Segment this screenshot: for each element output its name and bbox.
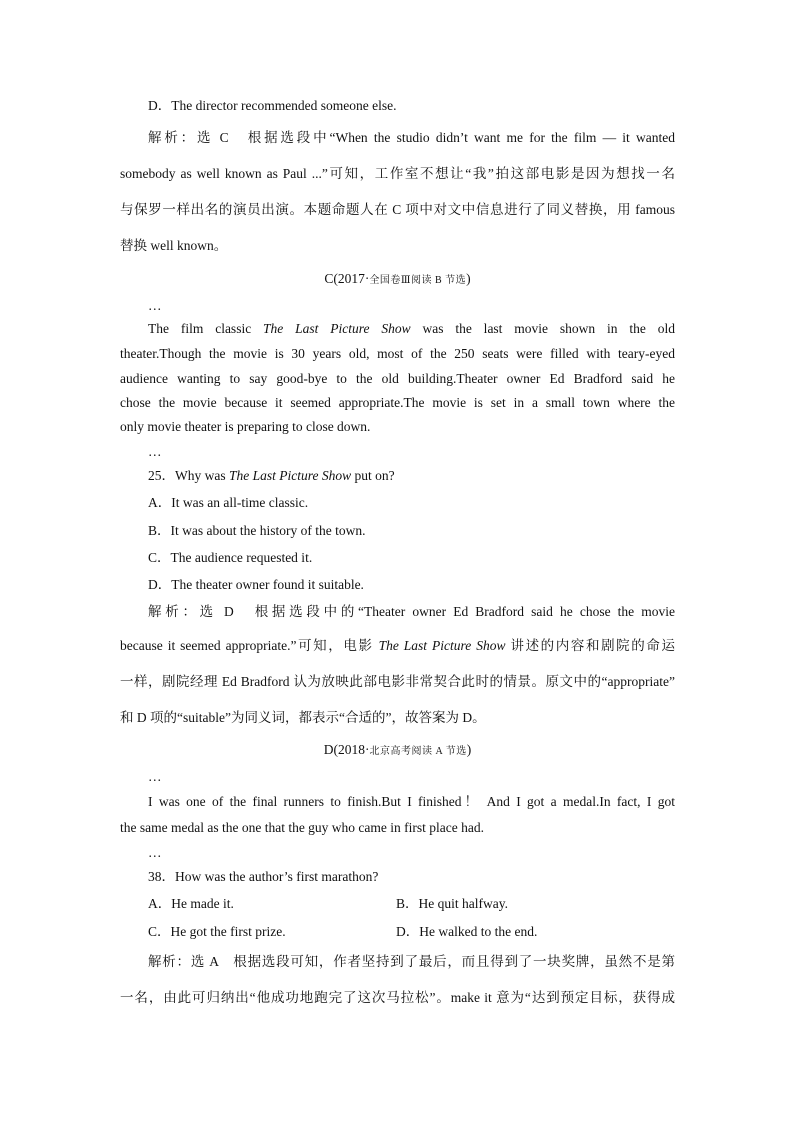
question: 25．Why was The Last Picture Show put on? (148, 468, 395, 483)
analysis-line: 解析：选 D 根据选段中的“Theater owner Ed Bradford said he chose the movie (148, 604, 675, 619)
passage-line: only movie theater is preparing to close down. (120, 419, 371, 434)
analysis-line: because it seemed appropriate.”可知，电影 The Last Picture Show 讲述的内容和剧院的命运 (120, 638, 675, 653)
analysis-line: 一样，剧院经理 Ed Bradford 认为放映此部电影非常契合此时的情景。原文中的“appropriate” (120, 674, 675, 689)
ellipsis: … (148, 444, 162, 459)
option-d: D．He walked to the end. (396, 924, 538, 939)
passage-line: chose the movie because it seemed appropriate.The movie is set in a small town where the (120, 395, 675, 410)
option-b: B．It was about the history of the town. (148, 523, 366, 538)
analysis-line: 与保罗一样出名的演员出演。本题命题人在 C 项中对文中信息进行了同义替换，用 famous (120, 202, 675, 217)
option-row (148, 923, 675, 941)
analysis-line: 解析：选 C 根据选段中“When the studio didn’t want me for the film — it wanted (148, 130, 675, 145)
passage-line: theater.Though the movie is 30 years old, most of the 250 seats were filled with teary-eyed (120, 346, 675, 361)
option-a: A．It was an all-time classic. (148, 495, 309, 510)
question: 38．How was the author’s first marathon? (148, 869, 379, 884)
ellipsis: … (148, 298, 162, 313)
analysis-line: 解析：选 A 根据选段可知，作者坚持到了最后，而且得到了一块奖牌，虽然不是第 (148, 954, 675, 969)
analysis-line: somebody as well known as Paul ...”可知，工作室不想让“我”拍这部电影是因为想找一名 (120, 166, 675, 181)
option-c: C．He got the first prize. (148, 924, 286, 939)
source-label: 全国卷Ⅲ阅读 B 节选 (369, 275, 467, 286)
analysis-line: 替换 well known。 (120, 238, 228, 253)
movie-title: The Last Picture Show (263, 321, 411, 336)
passage-line: I was one of the final runners to finish.But I finished！ And I got a medal.In fact, I got (148, 794, 675, 809)
option-c: C．The audience requested it. (148, 550, 313, 565)
passage-line: The film classic The Last Picture Show was the last movie shown in the old (148, 321, 675, 336)
movie-title: The Last Picture Show (378, 638, 506, 653)
ellipsis: … (148, 845, 162, 860)
option-b: B．He quit halfway. (396, 896, 508, 911)
section-heading: D(2018·北京高考阅读 A 节选) (323, 742, 472, 757)
movie-title: The Last Picture Show (229, 468, 352, 483)
option-d: D．The theater owner found it suitable. (148, 577, 364, 592)
option-row (148, 895, 675, 913)
passage-line: audience wanting to say good-bye to the old building.Theater owner Ed Bradford said he (120, 371, 675, 386)
option-a: A．He made it. (148, 896, 234, 911)
source-label: 北京高考阅读 A 节选 (369, 746, 467, 757)
passage-line: the same medal as the one that the guy who came in first place had. (120, 820, 484, 835)
ellipsis: … (148, 769, 162, 784)
option-d: D．The director recommended someone else. (148, 98, 397, 113)
analysis-line: 和 D 项的“suitable”为同义词，都表示“合适的”，故答案为 D。 (120, 710, 486, 725)
analysis-line: 一名，由此可归纳出“他成功地跑完了这次马拉松”。make it 意为“达到预定目标，获得成 (120, 990, 675, 1005)
section-heading: C(2017·全国卷Ⅲ阅读 B 节选) (324, 271, 471, 286)
